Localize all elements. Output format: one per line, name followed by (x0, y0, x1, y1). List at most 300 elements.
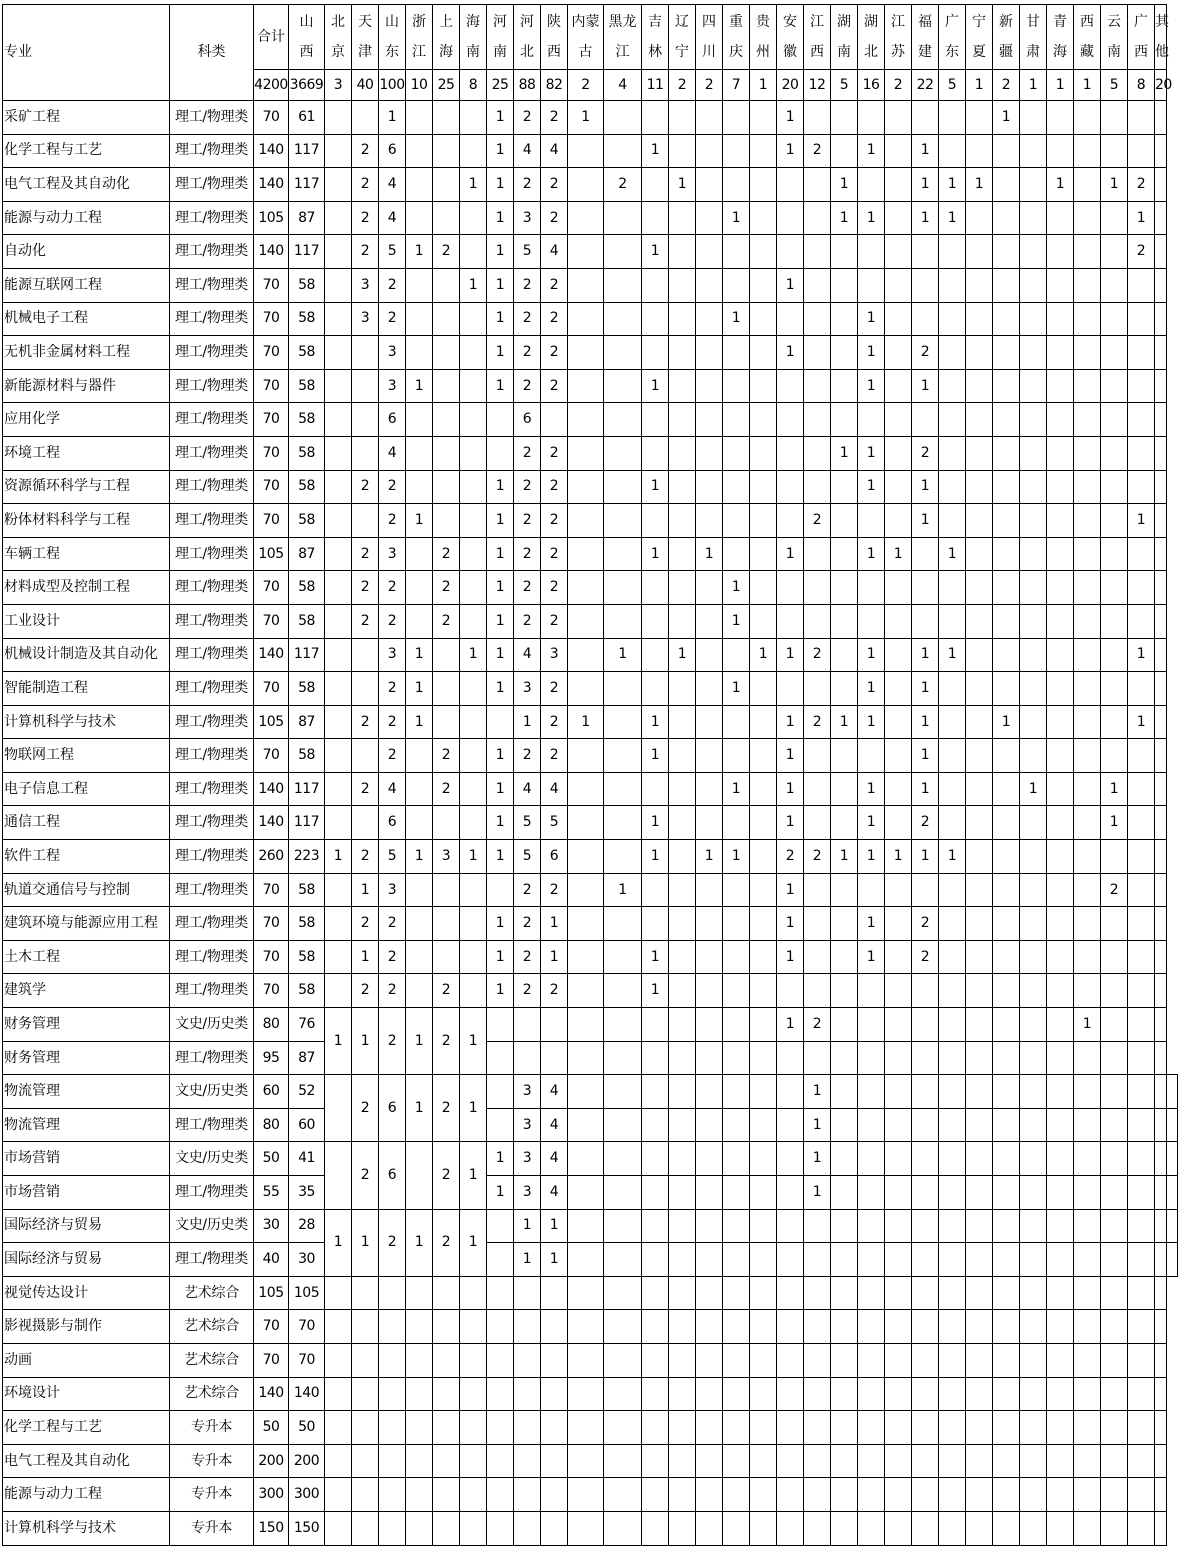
count-cell (352, 1310, 379, 1344)
count-cell (433, 638, 460, 672)
count-cell (993, 201, 1020, 235)
count-cell (669, 504, 696, 538)
count-cell (406, 134, 433, 168)
count-cell (912, 403, 939, 437)
major-name: 材料成型及控制工程 (3, 571, 170, 605)
count-cell: 4 (541, 772, 568, 806)
major-total: 140 (254, 168, 289, 202)
count-cell (604, 1008, 642, 1042)
count-cell (1155, 268, 1167, 302)
major-name: 财务管理 (3, 1041, 170, 1075)
count-cell (804, 907, 831, 941)
count-cell: 2 (804, 134, 831, 168)
count-cell: 1 (912, 840, 939, 874)
count-cell (460, 1343, 487, 1377)
count-cell (460, 571, 487, 605)
count-cell: 1 (487, 571, 514, 605)
table-row (3, 1276, 1178, 1310)
shanxi-count: 35 (289, 1176, 325, 1210)
count-cell (1128, 739, 1155, 773)
major-total: 70 (254, 336, 289, 370)
count-cell: 2 (352, 235, 379, 269)
major-total: 70 (254, 436, 289, 470)
count-cell (325, 571, 352, 605)
count-cell: 2 (352, 134, 379, 168)
count-cell (858, 873, 885, 907)
column-total: 1 (966, 70, 993, 101)
table-row (3, 101, 1178, 135)
count-cell (804, 1041, 831, 1075)
count-cell: 2 (541, 369, 568, 403)
count-cell (352, 1343, 379, 1377)
count-cell (858, 571, 885, 605)
count-cell: 3 (514, 1176, 541, 1210)
count-cell (723, 369, 750, 403)
count-cell: 2 (541, 604, 568, 638)
count-cell: 2 (514, 537, 541, 571)
count-cell (1155, 1008, 1167, 1042)
count-cell: 1 (487, 201, 514, 235)
count-cell (379, 1343, 406, 1377)
count-cell (831, 571, 858, 605)
count-cell (460, 974, 487, 1008)
count-cell (804, 739, 831, 773)
count-cell (1128, 1276, 1155, 1310)
count-cell (939, 705, 966, 739)
count-cell (723, 134, 750, 168)
province-name-top: 海 (466, 14, 480, 30)
count-cell: 2 (1128, 168, 1155, 202)
major-name: 机械电子工程 (3, 302, 170, 336)
table-row (3, 537, 1178, 571)
major-name: 财务管理 (3, 1008, 170, 1042)
count-cell (604, 1142, 642, 1176)
count-cell: 1 (777, 1008, 804, 1042)
count-cell: 1 (723, 571, 750, 605)
column-total: 100 (379, 70, 406, 101)
count-cell (1074, 504, 1101, 538)
count-cell (966, 1176, 993, 1210)
count-cell (939, 672, 966, 706)
count-cell: 58 (289, 336, 325, 370)
count-cell (406, 336, 433, 370)
count-cell (669, 873, 696, 907)
count-cell (831, 537, 858, 571)
count-cell: 58 (289, 974, 325, 1008)
count-cell (568, 974, 604, 1008)
table-row (3, 571, 1178, 605)
count-cell (460, 1478, 487, 1512)
count-cell (966, 940, 993, 974)
count-cell (406, 1511, 433, 1545)
province-header (406, 5, 433, 70)
major-name: 电气工程及其自动化 (3, 168, 170, 202)
count-cell (777, 168, 804, 202)
count-cell (568, 134, 604, 168)
count-cell (642, 1243, 669, 1277)
category: 理工/物理类 (170, 470, 254, 504)
province-name (864, 7, 878, 67)
count-cell (433, 1276, 460, 1310)
count-cell: 87 (289, 705, 325, 739)
count-cell (568, 638, 604, 672)
count-cell: 2 (514, 470, 541, 504)
count-cell: 1 (642, 840, 669, 874)
count-cell (1074, 1041, 1101, 1075)
count-cell (669, 1377, 696, 1411)
count-cell: 2 (912, 907, 939, 941)
count-cell (750, 504, 777, 538)
count-cell (1155, 101, 1167, 135)
count-cell (939, 1343, 966, 1377)
province-name (675, 7, 689, 67)
count-cell (993, 907, 1020, 941)
province-name (412, 7, 426, 67)
count-cell (1101, 1377, 1128, 1411)
count-cell: 1 (858, 201, 885, 235)
count-cell (804, 168, 831, 202)
count-cell: 2 (541, 537, 568, 571)
count-cell (604, 504, 642, 538)
count-cell: 2 (433, 739, 460, 773)
count-cell (723, 1209, 750, 1243)
major-name: 无机非金属材料工程 (3, 336, 170, 370)
count-cell: 1 (568, 101, 604, 135)
major-total: 70 (254, 1310, 289, 1344)
count-cell: 2 (912, 940, 939, 974)
count-cell (804, 436, 831, 470)
shanxi-count: 52 (289, 1075, 325, 1109)
count-cell (858, 1377, 885, 1411)
count-cell (568, 672, 604, 706)
count-cell: 1 (487, 168, 514, 202)
major-total: 40 (254, 1243, 289, 1277)
count-cell (1155, 1343, 1167, 1377)
count-cell (1020, 168, 1047, 202)
shared-count-cell: 1 (406, 1075, 433, 1142)
count-cell: 2 (514, 907, 541, 941)
count-cell (1074, 1478, 1101, 1512)
count-cell (885, 1108, 912, 1142)
count-cell (604, 537, 642, 571)
count-cell (1074, 1075, 1101, 1109)
count-cell: 1 (514, 1209, 541, 1243)
count-cell (669, 1142, 696, 1176)
count-cell: 1 (804, 1108, 831, 1142)
count-cell (750, 907, 777, 941)
count-cell: 1 (858, 134, 885, 168)
count-cell (1047, 638, 1074, 672)
category: 专升本 (170, 1411, 254, 1445)
column-total: 8 (1128, 70, 1155, 101)
count-cell (642, 302, 669, 336)
count-cell (433, 873, 460, 907)
count-cell (1128, 1243, 1155, 1277)
shared-count-cell: 2 (379, 1209, 406, 1276)
count-cell: 2 (804, 504, 831, 538)
count-cell (568, 907, 604, 941)
shared-count-cell (406, 1142, 433, 1209)
count-cell (885, 705, 912, 739)
count-cell: 1 (912, 772, 939, 806)
count-cell (406, 537, 433, 571)
count-cell (604, 1411, 642, 1445)
count-cell (993, 1142, 1020, 1176)
table-row (3, 940, 1178, 974)
count-cell: 1 (831, 436, 858, 470)
count-cell: 2 (433, 571, 460, 605)
count-cell (831, 1444, 858, 1478)
count-cell (1020, 1411, 1047, 1445)
province-name (1107, 7, 1121, 67)
count-cell: 1 (487, 1176, 514, 1210)
count-cell (1128, 1478, 1155, 1512)
major-name: 计算机科学与技术 (3, 1511, 170, 1545)
count-cell (885, 1343, 912, 1377)
count-cell (750, 268, 777, 302)
count-cell (1101, 940, 1128, 974)
count-cell (885, 638, 912, 672)
count-cell: 58 (289, 403, 325, 437)
count-cell (1101, 537, 1128, 571)
shared-count-cell: 2 (379, 1008, 406, 1075)
major-total: 30 (254, 1209, 289, 1243)
province-header (858, 5, 885, 70)
major-name: 新能源材料与器件 (3, 369, 170, 403)
major-name: 物流管理 (3, 1075, 170, 1109)
count-cell (1155, 1478, 1167, 1512)
count-cell (696, 739, 723, 773)
province-name-bottom: 州 (756, 44, 770, 60)
province-name (756, 7, 770, 67)
province-header (514, 5, 541, 70)
count-cell (1128, 302, 1155, 336)
count-cell: 1 (1101, 806, 1128, 840)
count-cell: 6 (379, 403, 406, 437)
count-cell (1155, 638, 1167, 672)
count-cell: 4 (541, 1142, 568, 1176)
count-cell (858, 1444, 885, 1478)
count-cell (604, 1209, 642, 1243)
province-name-top: 山 (385, 14, 399, 30)
count-cell (858, 504, 885, 538)
count-cell (541, 1343, 568, 1377)
count-cell: 1 (541, 907, 568, 941)
count-cell (1020, 705, 1047, 739)
column-total: 1 (1047, 70, 1074, 101)
category: 理工/物理类 (170, 571, 254, 605)
count-cell (1074, 403, 1101, 437)
count-cell (1128, 571, 1155, 605)
count-cell (1166, 1142, 1178, 1176)
major-total: 200 (254, 1444, 289, 1478)
count-cell (642, 168, 669, 202)
column-total: 88 (514, 70, 541, 101)
count-cell (1020, 638, 1047, 672)
shared-count-cell: 2 (433, 1008, 460, 1075)
category: 理工/物理类 (170, 235, 254, 269)
count-cell (831, 1176, 858, 1210)
count-cell (966, 1444, 993, 1478)
table-row (3, 907, 1178, 941)
count-cell (966, 604, 993, 638)
count-cell: 2 (514, 336, 541, 370)
count-cell (1047, 907, 1074, 941)
count-cell (912, 1243, 939, 1277)
count-cell (939, 1377, 966, 1411)
count-cell (723, 235, 750, 269)
count-cell (406, 873, 433, 907)
count-cell (568, 403, 604, 437)
province-name-top: 贵 (756, 14, 770, 30)
count-cell (885, 672, 912, 706)
count-cell (777, 302, 804, 336)
count-cell: 1 (858, 302, 885, 336)
count-cell (912, 1142, 939, 1176)
count-cell (406, 739, 433, 773)
major-name: 物联网工程 (3, 739, 170, 773)
count-cell (604, 1075, 642, 1109)
shared-count-cell: 1 (325, 1008, 352, 1075)
count-cell (696, 1310, 723, 1344)
count-cell: 1 (777, 638, 804, 672)
shanxi-count: 50 (289, 1411, 325, 1445)
count-cell (1128, 604, 1155, 638)
count-cell (642, 1008, 669, 1042)
count-cell (966, 1108, 993, 1142)
count-cell (939, 1310, 966, 1344)
count-cell: 2 (541, 672, 568, 706)
count-cell (460, 1411, 487, 1445)
count-cell: 1 (723, 772, 750, 806)
province-header (1020, 5, 1047, 70)
count-cell (858, 268, 885, 302)
count-cell (1128, 940, 1155, 974)
count-cell (352, 806, 379, 840)
count-cell (966, 1276, 993, 1310)
province-name-bottom: 南 (1107, 44, 1121, 60)
major-total: 105 (254, 705, 289, 739)
count-cell (723, 436, 750, 470)
count-cell: 1 (912, 369, 939, 403)
province-name-top: 山 (299, 14, 314, 30)
count-cell (1101, 1176, 1128, 1210)
count-cell (1047, 1041, 1074, 1075)
count-cell (696, 604, 723, 638)
count-cell (642, 1411, 669, 1445)
count-cell (604, 302, 642, 336)
count-cell (1101, 1411, 1128, 1445)
table-row (3, 201, 1178, 235)
count-cell: 1 (642, 705, 669, 739)
count-cell (352, 638, 379, 672)
count-cell (1047, 537, 1074, 571)
column-total: 4 (604, 70, 642, 101)
count-cell: 1 (487, 840, 514, 874)
count-cell (352, 1511, 379, 1545)
province-name-top: 新 (999, 14, 1013, 30)
column-total: 3 (325, 70, 352, 101)
count-cell (858, 101, 885, 135)
count-cell (1074, 1108, 1101, 1142)
province-name-bottom: 肃 (1026, 44, 1040, 60)
major-total: 70 (254, 974, 289, 1008)
count-cell (568, 201, 604, 235)
count-cell (352, 1444, 379, 1478)
province-name-bottom: 藏 (1080, 44, 1094, 60)
count-cell (325, 336, 352, 370)
count-cell (460, 907, 487, 941)
table-row (3, 1008, 1178, 1042)
count-cell (604, 369, 642, 403)
count-cell (1101, 604, 1128, 638)
major-total: 70 (254, 470, 289, 504)
count-cell (966, 772, 993, 806)
count-cell (966, 1478, 993, 1512)
count-cell: 1 (487, 470, 514, 504)
count-cell (1020, 1142, 1047, 1176)
count-cell (696, 1411, 723, 1445)
count-cell: 1 (912, 638, 939, 672)
count-cell: 1 (487, 940, 514, 974)
count-cell (1047, 940, 1074, 974)
count-cell: 2 (379, 604, 406, 638)
major-name: 能源与动力工程 (3, 201, 170, 235)
count-cell (604, 1444, 642, 1478)
count-cell (541, 1411, 568, 1445)
major-name: 视觉传达设计 (3, 1276, 170, 1310)
category: 理工/物理类 (170, 1108, 254, 1142)
count-cell (858, 1511, 885, 1545)
major-name: 能源互联网工程 (3, 268, 170, 302)
province-name-top: 福 (918, 14, 932, 30)
count-cell (804, 235, 831, 269)
count-cell: 1 (858, 772, 885, 806)
category-header: 科类 (170, 5, 254, 101)
count-cell (1074, 604, 1101, 638)
count-cell (777, 436, 804, 470)
category: 理工/物理类 (170, 974, 254, 1008)
count-cell (993, 672, 1020, 706)
count-cell (487, 403, 514, 437)
count-cell (669, 1075, 696, 1109)
count-cell (939, 235, 966, 269)
count-cell (777, 470, 804, 504)
count-cell (912, 1108, 939, 1142)
shanxi-count: 70 (289, 1310, 325, 1344)
major-total: 70 (254, 403, 289, 437)
count-cell (568, 470, 604, 504)
count-cell (993, 369, 1020, 403)
province-name-bottom: 疆 (999, 44, 1013, 60)
count-cell (966, 873, 993, 907)
count-cell (912, 873, 939, 907)
count-cell (1128, 537, 1155, 571)
count-cell (642, 672, 669, 706)
count-cell: 2 (804, 638, 831, 672)
count-cell (669, 772, 696, 806)
province-name-bottom: 北 (520, 44, 534, 60)
count-cell (885, 504, 912, 538)
count-cell (966, 1041, 993, 1075)
major-name: 机械设计制造及其自动化 (3, 638, 170, 672)
table-row (3, 1511, 1178, 1545)
count-cell (1047, 739, 1074, 773)
count-cell (1128, 1343, 1155, 1377)
count-cell (325, 403, 352, 437)
count-cell (642, 571, 669, 605)
count-cell: 58 (289, 268, 325, 302)
